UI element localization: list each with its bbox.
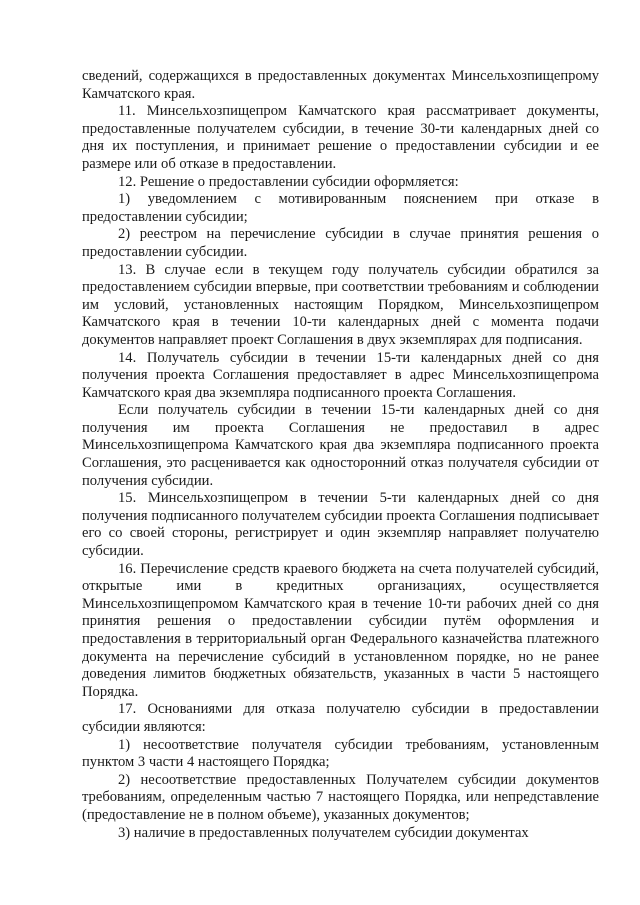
- paragraph-item-14: 14. Получатель субсидии в течении 15-ти календарных дней со дня получения проекта Соглашения предоставляет в адрес Минсельхозпищепрома Камчатского края два экземпляра подписанного проекта Соглашения.: [82, 349, 599, 401]
- paragraph-continuation: сведений, содержащихся в предоставленных документах Минсельхозпищепрому Камчатского края.: [82, 68, 599, 102]
- paragraph-item-14-refusal: Если получатель субсидии в течении 15-ти календарных дней со дня получения им проекта Соглашения не предоставил в адрес Минсельхозпищепрома Камчатского края два экземпляра подписанного проекта Соглашения, это расценивается как односторонний отказ получателя субсидии от получения субсидии.: [82, 402, 599, 489]
- paragraph-item-11: 11. Минсельхозпищепром Камчатского края рассматривает документы, предоставленные получателем субсидии, в течение 30-ти календарных дней со дня их поступления, и принимает решение о предоставлении субсидии и ее размере или об отказе в предоставлении.: [82, 103, 599, 172]
- paragraph-item-16: 16. Перечисление средств краевого бюджета на счета получателей субсидий, открытые ими в кредитных организациях, осуществляется Минсельхозпищепромом Камчатского края в течение 10-ти рабочих дней со дня принятия решения о предоставлении субсидии путём оформления и предоставления в территориальный орган Федерального казначейства платежного документа на перечисление субсидий в установленном порядке, но не ранее доведения лимитов бюджетных обязательств, указанных в части 5 настоящего Порядка.: [82, 560, 599, 700]
- paragraph-item-15: 15. Минсельхозпищепром в течении 5-ти календарных дней со дня получения подписанного получателем субсидии проекта Соглашения подписывает его со своей стороны, регистрирует и один экземпляр направляет получателю субсидии.: [82, 490, 599, 560]
- paragraph-item-17-3: 3) наличие в предоставленных получателем субсидии документах: [118, 824, 529, 841]
- paragraph-item-12-2: 2) реестром на перечисление субсидии в случае принятия решения о предоставлении субсидии.: [82, 226, 599, 260]
- paragraph-item-12: 12. Решение о предоставлении субсидии оформляется:: [118, 173, 459, 190]
- paragraph-item-12-1: 1) уведомлением с мотивированным пояснением при отказе в предоставлении субсидии;: [82, 191, 599, 225]
- paragraph-item-17-1: 1) несоответствие получателя субсидии требованиям, установленным пунктом 3 части 4 настоящего Порядка;: [82, 736, 599, 771]
- paragraph-item-13: 13. В случае если в текущем году получатель субсидии обратился за предоставлением субсидии впервые, при соответствии требованиям и соблюдении им условий, установленных настоящим Порядком, Минсельхозпищепром Камчатского края в течении 10-ти календарных дней с момента подачи документов направляет проект Соглашения в двух экземплярах для подписания.: [82, 261, 599, 348]
- paragraph-item-17-2: 2) несоответствие предоставленных Получателем субсидии документов требованиям, определенным частью 7 настоящего Порядка, или непредставление (предоставление не в полном объеме), указанных документов;: [82, 771, 599, 823]
- paragraph-item-17: 17. Основаниями для отказа получателю субсидии в предоставлении субсидии являются:: [82, 701, 599, 735]
